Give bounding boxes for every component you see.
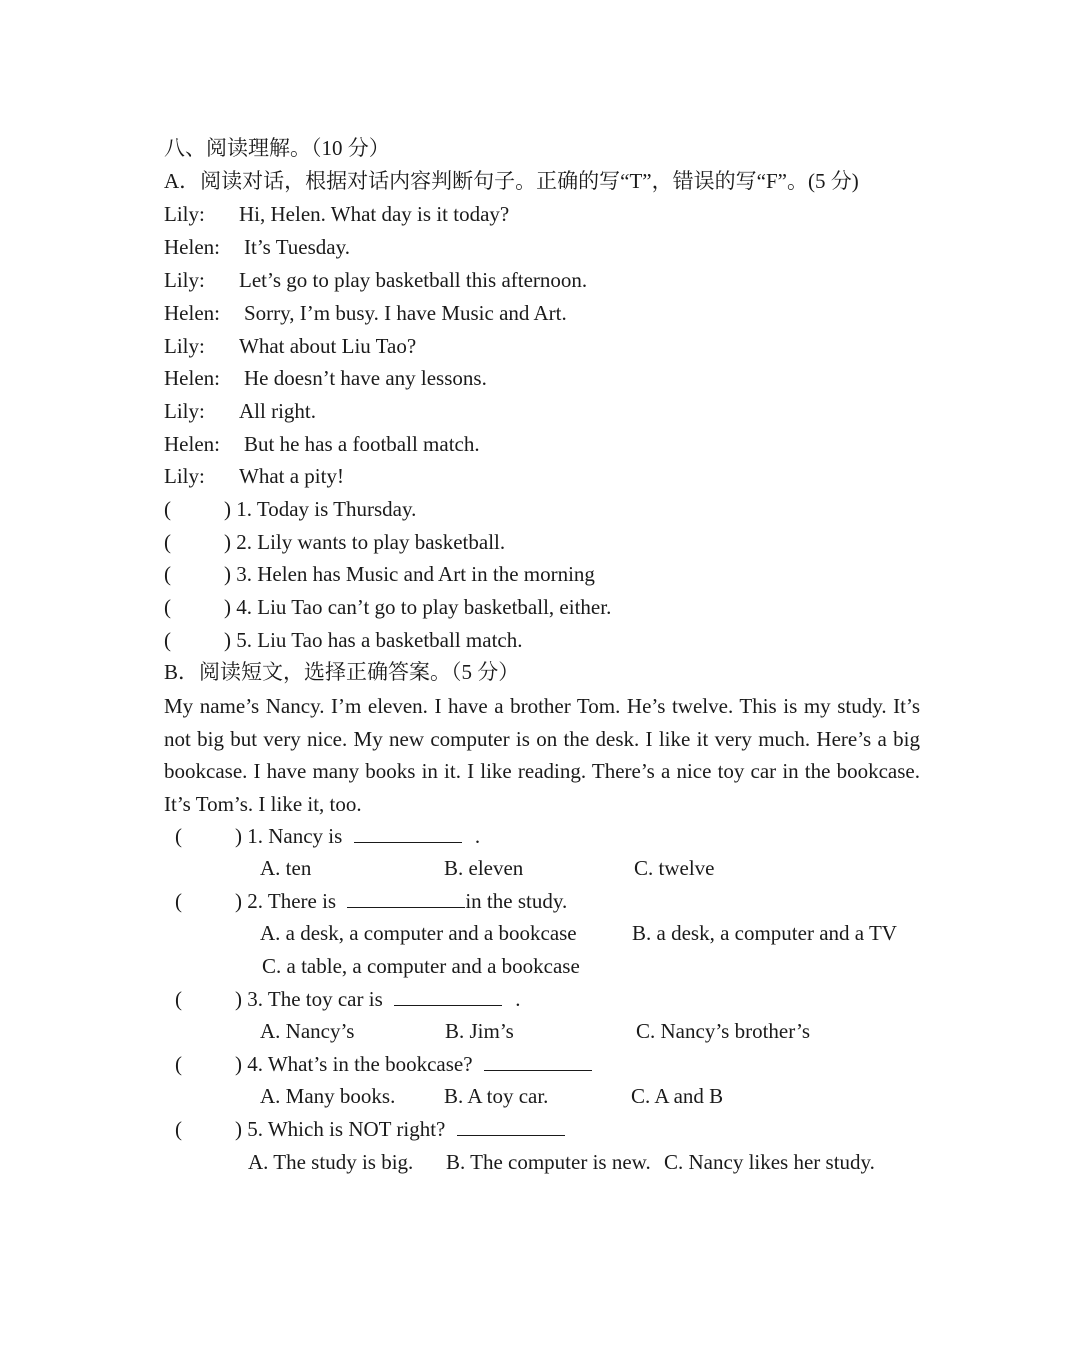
dialogue-text: All right. xyxy=(239,399,316,423)
answer-paren[interactable]: ( xyxy=(164,562,171,586)
question-stem: ) 4. What’s in the bookcase? xyxy=(235,1052,473,1076)
speaker: Helen: xyxy=(164,301,220,325)
option: B. a desk, a computer and a TV xyxy=(632,921,897,945)
answer-paren[interactable]: ( xyxy=(164,497,171,521)
mc-question xyxy=(175,822,480,850)
dialogue-line xyxy=(164,462,344,490)
mc-question xyxy=(175,985,521,1013)
speaker: Lily: xyxy=(164,464,205,488)
answer-paren[interactable]: ( xyxy=(164,530,171,554)
question-stem-end: . xyxy=(474,824,481,848)
tf-statement xyxy=(164,528,505,556)
part-b-instruction: B．阅读短文，选择正确答案。（5 分） xyxy=(164,660,520,684)
option: C. Nancy’s brother’s xyxy=(636,1019,810,1043)
dialogue-line xyxy=(164,266,587,294)
speaker: Helen: xyxy=(164,235,220,259)
speaker: Helen: xyxy=(164,432,220,456)
answer-paren[interactable]: ( xyxy=(175,1052,182,1076)
answer-paren[interactable]: ( xyxy=(175,987,182,1011)
answer-blank[interactable] xyxy=(394,987,502,1006)
option: A. The study is big. xyxy=(248,1150,414,1174)
answer-paren[interactable]: ( xyxy=(175,889,182,913)
mc-question xyxy=(175,1050,592,1078)
question-stem-end: in the study. xyxy=(465,889,568,913)
option: A. Many books. xyxy=(260,1084,396,1108)
statement-text: ) 1. Today is Thursday. xyxy=(224,497,417,521)
dialogue-line xyxy=(164,200,509,228)
speaker: Helen: xyxy=(164,366,220,390)
dialogue-text: What about Liu Tao? xyxy=(239,334,417,358)
reading-passage: My name’s Nancy. I’m eleven. I have a brother Tom. He’s twelve. This is my study. It’s not big but very nice. My new computer is on the desk. I like it very much. Here’s a big bookcase. I have many books in it. I like reading. There’s a nice toy car in the bookcase. It’s Tom’s. I like it, too. xyxy=(164,694,920,817)
dialogue-line xyxy=(164,364,487,392)
option: B. A toy car. xyxy=(444,1084,549,1108)
speaker: Lily: xyxy=(164,334,205,358)
option: A. Nancy’s xyxy=(260,1019,355,1043)
option: C. A and B xyxy=(631,1084,724,1108)
statement-text: ) 5. Liu Tao has a basketball match. xyxy=(224,628,523,652)
tf-statement xyxy=(164,593,611,621)
question-stem: ) 1. Nancy is xyxy=(235,824,343,848)
dialogue-text: It’s Tuesday. xyxy=(244,235,350,259)
speaker: Lily: xyxy=(164,268,205,292)
dialogue-line xyxy=(164,430,480,458)
dialogue-text: What a pity! xyxy=(239,464,344,488)
mc-question xyxy=(175,1115,565,1143)
question-stem: ) 2. There is xyxy=(235,889,337,913)
dialogue-line xyxy=(164,332,416,360)
answer-blank[interactable] xyxy=(347,889,465,908)
question-stem: ) 5. Which is NOT right? xyxy=(235,1117,446,1141)
answer-paren[interactable]: ( xyxy=(164,628,171,652)
answer-blank[interactable] xyxy=(484,1052,592,1071)
dialogue-text: Hi, Helen. What day is it today? xyxy=(239,202,510,226)
tf-statement xyxy=(164,495,416,523)
option: B. The computer is new. xyxy=(446,1150,651,1174)
option: B. eleven xyxy=(444,856,524,880)
question-stem-end: . xyxy=(515,987,521,1011)
statement-text: ) 3. Helen has Music and Art in the morning xyxy=(224,562,595,586)
answer-blank[interactable] xyxy=(457,1117,565,1136)
option: C. twelve xyxy=(634,856,715,880)
tf-statement xyxy=(164,560,595,588)
mc-question xyxy=(175,887,567,915)
answer-paren[interactable]: ( xyxy=(164,595,171,619)
tf-statement xyxy=(164,626,522,654)
speaker: Lily: xyxy=(164,399,205,423)
option: A. a desk, a computer and a bookcase xyxy=(260,921,577,945)
answer-paren[interactable]: ( xyxy=(175,824,182,848)
section-title: 八、阅读理解。（10 分） xyxy=(164,136,390,160)
dialogue-text: But he has a football match. xyxy=(244,432,480,456)
option: C. Nancy likes her study. xyxy=(664,1150,875,1174)
dialogue-line xyxy=(164,397,316,425)
option: C. a table, a computer and a bookcase xyxy=(262,954,580,978)
answer-paren[interactable]: ( xyxy=(175,1117,182,1141)
dialogue-text: He doesn’t have any lessons. xyxy=(244,366,487,390)
question-stem: ) 3. The toy car is xyxy=(235,987,383,1011)
option: A. ten xyxy=(260,856,312,880)
answer-blank[interactable] xyxy=(354,824,462,843)
part-a-instruction: A．阅读对话，根据对话内容判断句子。正确的写“T”，错误的写“F”。(5 分) xyxy=(164,169,859,193)
option: B. Jim’s xyxy=(445,1019,514,1043)
speaker: Lily: xyxy=(164,202,205,226)
dialogue-text: Sorry, I’m busy. I have Music and Art. xyxy=(244,301,567,325)
statement-text: ) 2. Lily wants to play basketball. xyxy=(224,530,506,554)
dialogue-line xyxy=(164,299,567,327)
dialogue-text: Let’s go to play basketball this afternoon. xyxy=(239,268,588,292)
dialogue-line xyxy=(164,233,350,261)
statement-text: ) 4. Liu Tao can’t go to play basketball, either. xyxy=(224,595,612,619)
